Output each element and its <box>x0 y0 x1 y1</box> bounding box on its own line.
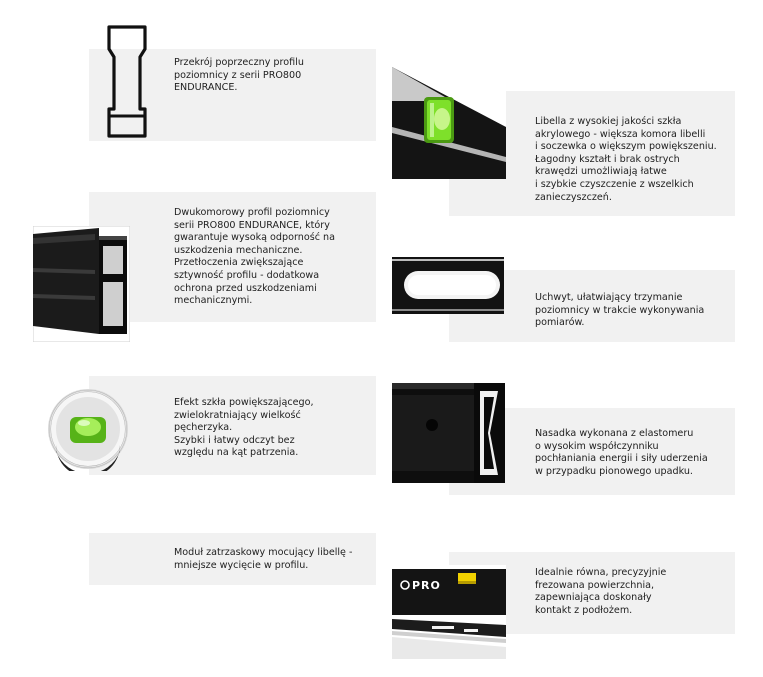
snap-module-icon <box>89 533 90 534</box>
pro-logo: PRO <box>412 579 441 592</box>
feature-magnifying-vial-text: Efekt szkła powiększającego, zwielokratniający wielkość pęcherzyka. Szybki i łatwy odczyt bez względu na kąt patrzenia. <box>174 397 314 459</box>
feature-end-cap-text: Nasadka wykonana z elastomeru o wysokim współczynniku pochłaniania energii i siły uderzenia w przypadku pionowego upadku. <box>535 428 708 477</box>
feature-milled-surface-text: Idealnie równa, precyzyjnie frezowana powierzchnia, zapewniająca doskonały kontakt z podłożem. <box>535 567 667 616</box>
magnifying-vial-icon <box>46 387 130 471</box>
feature-vial-text: Libella z wysokiej jakości szkła akrylowego - większa komora libelli i soczewka o większym powiększeniu. Łagodny kształt i brak ostrych krawędzi umożliwiają łatwe i szybkie czyszczenie z wszelkich zanieczyszczeń. <box>535 116 717 203</box>
feature-snap-module-text: Moduł zatrzaskowy mocujący libellę - mniejsze wycięcie w profilu. <box>174 547 353 571</box>
end-cap-icon <box>392 383 505 483</box>
feature-double-chamber-text: Dwukomorowy profil poziomnicy serii PRO800 ENDURANCE, który gwarantuje wysoką odporność na uszkodzenia mechaniczne. Przetłoczenia zwiększające sztywność profilu - dodatkowa ochrona przed uszkodzeniami mechanicznymi. <box>174 207 335 307</box>
milled-surface-icon <box>392 565 506 659</box>
vial-icon <box>392 67 506 179</box>
feature-cross-section-text: Przekrój poprzeczny profilu poziomnicy z serii PRO800 ENDURANCE. <box>174 57 304 94</box>
handle-icon <box>392 257 504 314</box>
feature-handle-text: Uchwyt, ułatwiający trzymanie poziomnicy w trakcie wykonywania pomiarów. <box>535 292 705 329</box>
cross-section-profile-icon <box>104 24 150 139</box>
double-chamber-profile-icon <box>33 226 130 342</box>
